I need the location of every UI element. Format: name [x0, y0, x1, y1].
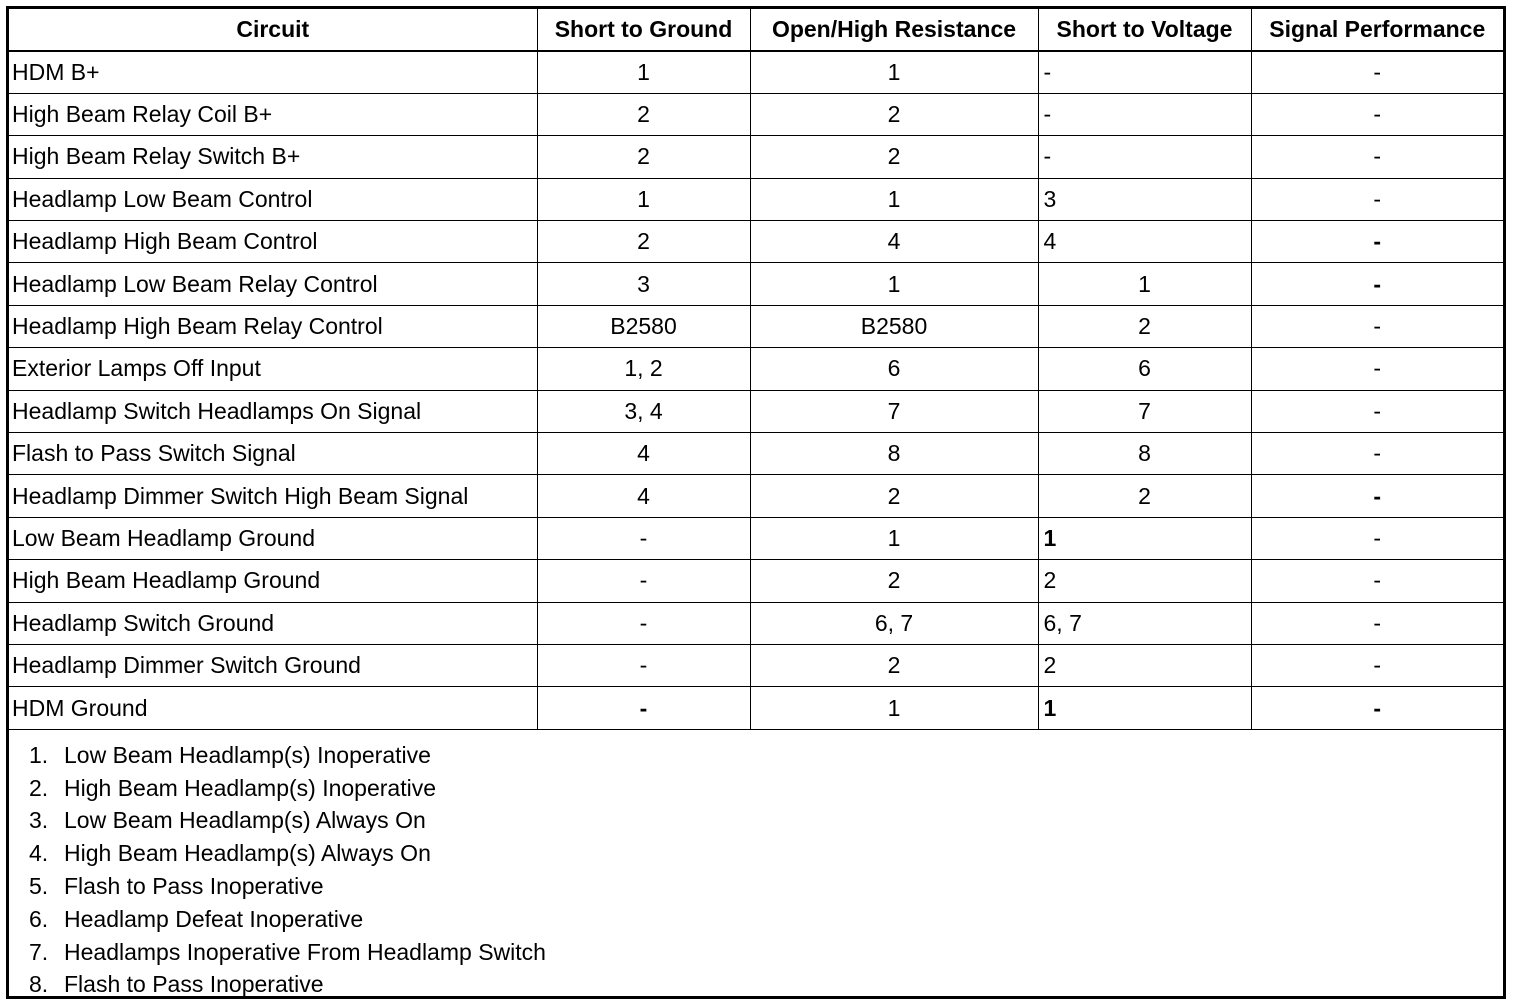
open-high-resistance-cell: 6, 7 [750, 602, 1038, 644]
diagnostic-table-document [6, 6, 1506, 999]
signal-performance-cell: - [1251, 305, 1503, 347]
short-to-ground-cell: - [537, 602, 750, 644]
signal-performance-cell: - [1251, 687, 1503, 729]
note-text: Low Beam Headlamp(s) Always On [64, 807, 426, 834]
short-to-voltage-cell: - [1038, 136, 1251, 178]
column-header-circuit: Circuit [9, 9, 537, 51]
signal-performance-cell: - [1251, 433, 1503, 475]
circuit-cell: Headlamp Low Beam Control [9, 178, 537, 220]
short-to-voltage-cell: 2 [1038, 560, 1251, 602]
circuit-cell: Headlamp Switch Ground [9, 602, 537, 644]
circuit-fault-table [9, 9, 1503, 730]
note-number: 5. [29, 872, 49, 899]
table-row [9, 560, 1503, 602]
short-to-voltage-cell: 8 [1038, 433, 1251, 475]
short-to-voltage-cell: 7 [1038, 390, 1251, 432]
column-header-short-to-voltage: Short to Voltage [1038, 9, 1251, 51]
table-row [9, 517, 1503, 559]
note-number: 3. [29, 807, 49, 834]
table-row [9, 93, 1503, 135]
note-number: 2. [29, 774, 49, 801]
note-item [29, 903, 1503, 936]
note-text: Headlamp Defeat Inoperative [64, 905, 364, 932]
table-row [9, 348, 1503, 390]
short-to-voltage-cell: 2 [1038, 475, 1251, 517]
circuit-cell: Headlamp Dimmer Switch High Beam Signal [9, 475, 537, 517]
note-number: 6. [29, 905, 49, 932]
note-number: 8. [29, 971, 49, 998]
note-text: High Beam Headlamp(s) Inoperative [64, 774, 437, 801]
short-to-voltage-cell: 2 [1038, 644, 1251, 686]
table-row [9, 602, 1503, 644]
table-row [9, 51, 1503, 93]
note-item [29, 772, 1503, 805]
table-row [9, 305, 1503, 347]
short-to-voltage-cell: 3 [1038, 178, 1251, 220]
note-text: Low Beam Headlamp(s) Inoperative [64, 741, 431, 768]
short-to-ground-cell: 4 [537, 475, 750, 517]
short-to-ground-cell: - [537, 560, 750, 602]
table-row [9, 136, 1503, 178]
open-high-resistance-cell: 2 [750, 93, 1038, 135]
short-to-ground-cell: 4 [537, 433, 750, 475]
signal-performance-cell: - [1251, 93, 1503, 135]
short-to-voltage-cell: - [1038, 51, 1251, 93]
short-to-ground-cell: 2 [537, 136, 750, 178]
short-to-ground-cell: 3 [537, 263, 750, 305]
note-item [29, 837, 1503, 870]
table-row [9, 221, 1503, 263]
open-high-resistance-cell: 2 [750, 475, 1038, 517]
circuit-cell: High Beam Relay Switch B+ [9, 136, 537, 178]
table-row [9, 178, 1503, 220]
signal-performance-cell: - [1251, 348, 1503, 390]
column-header-open-high-resistance: Open/High Resistance [750, 9, 1038, 51]
table-row [9, 263, 1503, 305]
open-high-resistance-cell: 1 [750, 687, 1038, 729]
short-to-ground-cell: 1 [537, 178, 750, 220]
note-item [29, 968, 1503, 1001]
note-text: Flash to Pass Inoperative [64, 971, 324, 998]
header-row [9, 9, 1503, 51]
signal-performance-cell: - [1251, 475, 1503, 517]
short-to-ground-cell: 1, 2 [537, 348, 750, 390]
circuit-cell: HDM B+ [9, 51, 537, 93]
short-to-voltage-cell: 1 [1038, 517, 1251, 559]
signal-performance-cell: - [1251, 221, 1503, 263]
note-text: High Beam Headlamp(s) Always On [64, 840, 431, 867]
short-to-voltage-cell: 2 [1038, 305, 1251, 347]
circuit-cell: Exterior Lamps Off Input [9, 348, 537, 390]
note-number: 7. [29, 938, 49, 965]
short-to-voltage-cell: 6, 7 [1038, 602, 1251, 644]
open-high-resistance-cell: 7 [750, 390, 1038, 432]
short-to-ground-cell: 1 [537, 51, 750, 93]
open-high-resistance-cell: 1 [750, 517, 1038, 559]
signal-performance-cell: - [1251, 136, 1503, 178]
short-to-ground-cell: 2 [537, 221, 750, 263]
circuit-cell: Headlamp Switch Headlamps On Signal [9, 390, 537, 432]
signal-performance-cell: - [1251, 263, 1503, 305]
signal-performance-cell: - [1251, 517, 1503, 559]
short-to-voltage-cell: 6 [1038, 348, 1251, 390]
table-row [9, 475, 1503, 517]
signal-performance-cell: - [1251, 51, 1503, 93]
signal-performance-cell: - [1251, 602, 1503, 644]
open-high-resistance-cell: 4 [750, 221, 1038, 263]
short-to-ground-cell: - [537, 517, 750, 559]
signal-performance-cell: - [1251, 178, 1503, 220]
circuit-cell: Flash to Pass Switch Signal [9, 433, 537, 475]
note-item [29, 870, 1503, 903]
circuit-cell: Low Beam Headlamp Ground [9, 517, 537, 559]
open-high-resistance-cell: 8 [750, 433, 1038, 475]
open-high-resistance-cell: 2 [750, 644, 1038, 686]
circuit-cell: Headlamp High Beam Relay Control [9, 305, 537, 347]
note-item [29, 739, 1503, 772]
open-high-resistance-cell: 6 [750, 348, 1038, 390]
short-to-ground-cell: - [537, 687, 750, 729]
open-high-resistance-cell: 1 [750, 263, 1038, 305]
note-item [29, 936, 1503, 969]
table-row [9, 433, 1503, 475]
short-to-voltage-cell: 1 [1038, 687, 1251, 729]
signal-performance-cell: - [1251, 390, 1503, 432]
short-to-ground-cell: 2 [537, 93, 750, 135]
column-header-short-to-ground: Short to Ground [537, 9, 750, 51]
note-number: 1. [29, 741, 49, 768]
note-number: 4. [29, 840, 49, 867]
circuit-cell: Headlamp High Beam Control [9, 221, 537, 263]
open-high-resistance-cell: 2 [750, 136, 1038, 178]
circuit-cell: Headlamp Dimmer Switch Ground [9, 644, 537, 686]
short-to-voltage-cell: 4 [1038, 221, 1251, 263]
open-high-resistance-cell: 1 [750, 51, 1038, 93]
open-high-resistance-cell: 2 [750, 560, 1038, 602]
column-header-signal-performance: Signal Performance [1251, 9, 1503, 51]
signal-performance-cell: - [1251, 560, 1503, 602]
short-to-ground-cell: 3, 4 [537, 390, 750, 432]
signal-performance-cell: - [1251, 644, 1503, 686]
circuit-cell: HDM Ground [9, 687, 537, 729]
circuit-cell: High Beam Headlamp Ground [9, 560, 537, 602]
short-to-ground-cell: B2580 [537, 305, 750, 347]
note-text: Flash to Pass Inoperative [64, 872, 324, 899]
short-to-voltage-cell: 1 [1038, 263, 1251, 305]
table-row [9, 644, 1503, 686]
short-to-voltage-cell: - [1038, 93, 1251, 135]
open-high-resistance-cell: B2580 [750, 305, 1038, 347]
table-row [9, 687, 1503, 729]
short-to-ground-cell: - [537, 644, 750, 686]
open-high-resistance-cell: 1 [750, 178, 1038, 220]
table-row [9, 390, 1503, 432]
note-text: Headlamps Inoperative From Headlamp Switch [64, 938, 546, 965]
circuit-cell: Headlamp Low Beam Relay Control [9, 263, 537, 305]
note-item [29, 804, 1503, 837]
notes-list [9, 730, 1503, 1001]
circuit-cell: High Beam Relay Coil B+ [9, 93, 537, 135]
